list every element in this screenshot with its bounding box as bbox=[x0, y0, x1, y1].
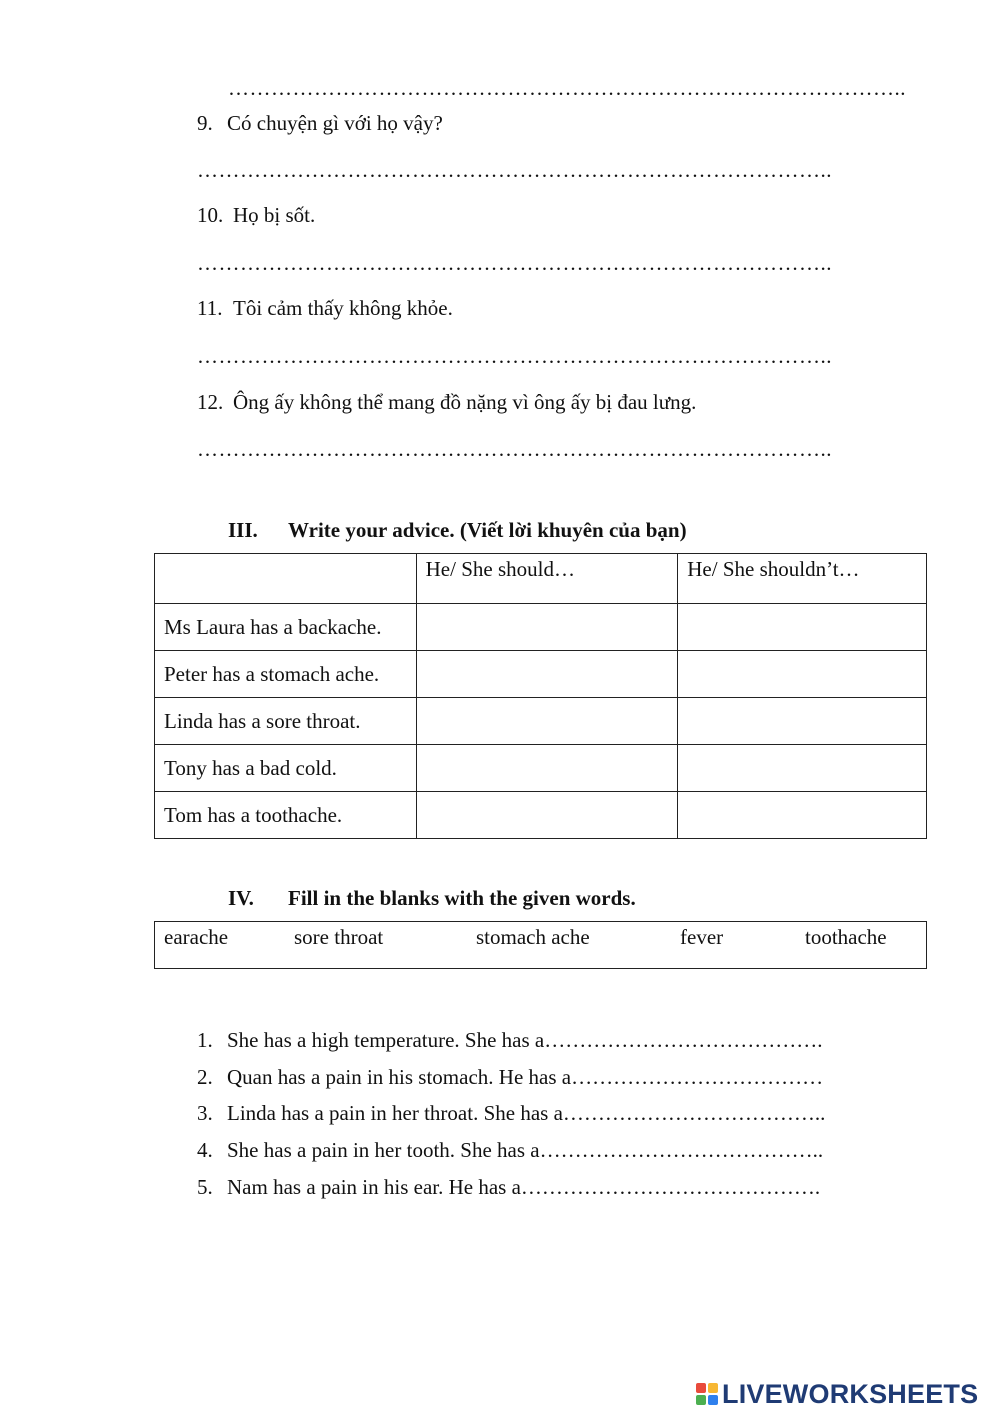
row-label: Linda has a sore throat. bbox=[155, 698, 417, 745]
fill-item-number: 3. bbox=[197, 1101, 213, 1125]
liveworksheets-logo[interactable] bbox=[696, 1378, 978, 1410]
word-bank bbox=[154, 921, 927, 969]
question-11-text: Tôi cảm thấy không khỏe. bbox=[233, 296, 453, 320]
section-3-title: Write your advice. (Viết lời khuyên của bạn) bbox=[288, 518, 687, 542]
logo-mark-square bbox=[696, 1395, 706, 1405]
fill-item-number: 5. bbox=[197, 1175, 213, 1199]
question-12-text: Ông ấy không thể mang đồ nặng vì ông ấy bị đau lưng. bbox=[233, 390, 697, 414]
question-12 bbox=[197, 390, 696, 415]
fill-item-3[interactable] bbox=[197, 1101, 825, 1126]
table-row bbox=[155, 745, 927, 792]
fill-item-2[interactable] bbox=[197, 1065, 823, 1090]
shouldnt-cell[interactable] bbox=[678, 651, 927, 698]
fill-item-text: She has a high temperature. She has a…………………………………. bbox=[227, 1028, 823, 1052]
word-bank-item: fever bbox=[680, 925, 724, 949]
section-4-number: IV. bbox=[228, 886, 254, 910]
fill-item-text: Nam has a pain in his ear. He has a……………………………………. bbox=[227, 1175, 821, 1199]
answer-line-11[interactable]: …………………………………………………………………………….. bbox=[197, 344, 832, 368]
table-row bbox=[155, 651, 927, 698]
shouldnt-cell[interactable] bbox=[678, 698, 927, 745]
row-label: Tom has a toothache. bbox=[155, 792, 417, 839]
section-4-title: Fill in the blanks with the given words. bbox=[288, 886, 636, 910]
table-row bbox=[155, 792, 927, 839]
shouldnt-cell[interactable] bbox=[678, 604, 927, 651]
answer-line-10[interactable]: …………………………………………………………………………….. bbox=[197, 251, 832, 275]
advice-table bbox=[154, 553, 927, 839]
question-9-text: Có chuyện gì với họ vậy? bbox=[227, 111, 443, 135]
row-label: Tony has a bad cold. bbox=[155, 745, 417, 792]
should-cell[interactable] bbox=[416, 698, 678, 745]
row-label: Ms Laura has a backache. bbox=[155, 604, 417, 651]
section-4-heading bbox=[228, 886, 636, 911]
question-12-number: 12. bbox=[197, 390, 224, 414]
word-bank-item: earache bbox=[164, 925, 229, 949]
header-cell-empty bbox=[155, 554, 417, 604]
fill-item-text: Quan has a pain in his stomach. He has a……………………………… bbox=[227, 1065, 824, 1089]
fill-item-text: Linda has a pain in her throat. She has a……………………………….. bbox=[227, 1101, 826, 1125]
logo-mark-icon bbox=[696, 1383, 718, 1405]
word-bank-item: toothache bbox=[805, 925, 887, 949]
fill-item-number: 1. bbox=[197, 1028, 213, 1052]
should-cell[interactable] bbox=[416, 651, 678, 698]
word-bank-item: stomach ache bbox=[476, 925, 590, 949]
header-cell-should: He/ She should… bbox=[416, 554, 678, 604]
advice-table-header bbox=[155, 554, 927, 604]
section-3-heading bbox=[228, 518, 687, 543]
question-10-number: 10. bbox=[197, 203, 224, 227]
fill-item-5[interactable] bbox=[197, 1175, 820, 1200]
shouldnt-cell[interactable] bbox=[678, 792, 927, 839]
fill-item-text: She has a pain in her tooth. She has a………………………………….. bbox=[227, 1138, 824, 1162]
fill-item-4[interactable] bbox=[197, 1138, 823, 1163]
shouldnt-cell[interactable] bbox=[678, 745, 927, 792]
question-10-text: Họ bị sốt. bbox=[233, 203, 316, 227]
table-row bbox=[155, 698, 927, 745]
answer-line-9[interactable]: …………………………………………………………………………….. bbox=[197, 158, 832, 182]
question-9-number: 9. bbox=[197, 111, 213, 135]
answer-line-8[interactable]: ………………………………………………………………………………….. bbox=[228, 76, 906, 100]
should-cell[interactable] bbox=[416, 745, 678, 792]
fill-item-number: 4. bbox=[197, 1138, 213, 1162]
question-11-number: 11. bbox=[197, 296, 223, 320]
section-3-number: III. bbox=[228, 518, 258, 542]
table-row bbox=[155, 604, 927, 651]
answer-line-12[interactable]: …………………………………………………………………………….. bbox=[197, 437, 832, 461]
word-bank-item: sore throat bbox=[294, 925, 384, 949]
row-label: Peter has a stomach ache. bbox=[155, 651, 417, 698]
question-9 bbox=[197, 111, 443, 136]
logo-mark-square bbox=[708, 1383, 718, 1393]
question-10 bbox=[197, 203, 315, 228]
fill-item-number: 2. bbox=[197, 1065, 213, 1089]
should-cell[interactable] bbox=[416, 792, 678, 839]
logo-mark-square bbox=[696, 1383, 706, 1393]
logo-text: LIVEWORKSHEETS bbox=[722, 1378, 979, 1409]
fill-item-1[interactable] bbox=[197, 1028, 823, 1053]
logo-mark-square bbox=[708, 1395, 718, 1405]
header-cell-shouldnt: He/ She shouldn’t… bbox=[678, 554, 927, 604]
should-cell[interactable] bbox=[416, 604, 678, 651]
question-11 bbox=[197, 296, 453, 321]
